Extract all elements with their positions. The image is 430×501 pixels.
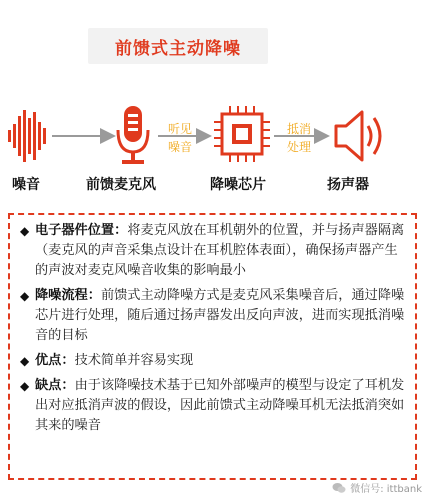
flow-diagram bbox=[0, 100, 430, 180]
node-label-ff-mic: 前馈麦克风 bbox=[86, 177, 156, 193]
diamond-bullet-icon: ◆ bbox=[20, 354, 30, 368]
bullet-text: 前馈式主动降噪方式是麦克风采集噪音后，通过降噪芯片进行处理，随后通过扬声器发出反向声波，进而实现抵消噪音的目标 bbox=[35, 288, 405, 343]
speaker-icon bbox=[336, 112, 380, 160]
diamond-bullet-icon: ◆ bbox=[20, 379, 30, 393]
title-box bbox=[88, 28, 268, 64]
bullet-disadvantage bbox=[20, 376, 407, 436]
watermark-text: 微信号: ittbank bbox=[350, 484, 422, 495]
bullet-text: 技术简单并容易实现 bbox=[74, 353, 194, 368]
bullet-title: 电子器件位置： bbox=[35, 223, 128, 238]
diamond-bullet-icon: ◆ bbox=[20, 224, 30, 238]
bullet-component-position bbox=[20, 221, 407, 281]
watermark-footer bbox=[332, 480, 422, 495]
chip-icon bbox=[214, 106, 270, 162]
diamond-bullet-icon: ◆ bbox=[20, 289, 30, 303]
bullet-title: 缺点： bbox=[35, 378, 75, 393]
bullet-text: 由于该降噪技术基于已知外部噪声的模型与设定了耳机发出对应抵消声波的假设，因此前馈式主动降噪耳机无法抵消突如其来的噪音 bbox=[35, 378, 405, 433]
arrow-label-cancel-process: 抵消 处理 bbox=[286, 122, 311, 154]
node-label-noise: 噪音 bbox=[12, 177, 40, 193]
bullet-process bbox=[20, 286, 407, 346]
noise-wave-icon bbox=[8, 110, 46, 162]
node-label-chip: 降噪芯片 bbox=[210, 177, 266, 193]
node-label-speaker: 扬声器 bbox=[327, 177, 369, 193]
bullet-title: 降噪流程： bbox=[35, 288, 101, 303]
bullet-text: 将麦克风放在耳机朝外的位置，并与扬声器隔离（麦克风的声音采集点设计在耳机腔体表面），确保扬声器产生的声波对麦克风噪音收集的影响最小 bbox=[35, 223, 405, 278]
bullet-advantage bbox=[20, 351, 407, 371]
diagram-title: 前馈式主动降噪 bbox=[115, 38, 241, 59]
description-box bbox=[8, 213, 417, 480]
wechat-icon bbox=[332, 482, 346, 494]
microphone-icon bbox=[118, 106, 148, 164]
arrow-label-hear-noise: 听见 噪音 bbox=[167, 122, 192, 154]
bullet-title: 优点： bbox=[35, 353, 75, 368]
